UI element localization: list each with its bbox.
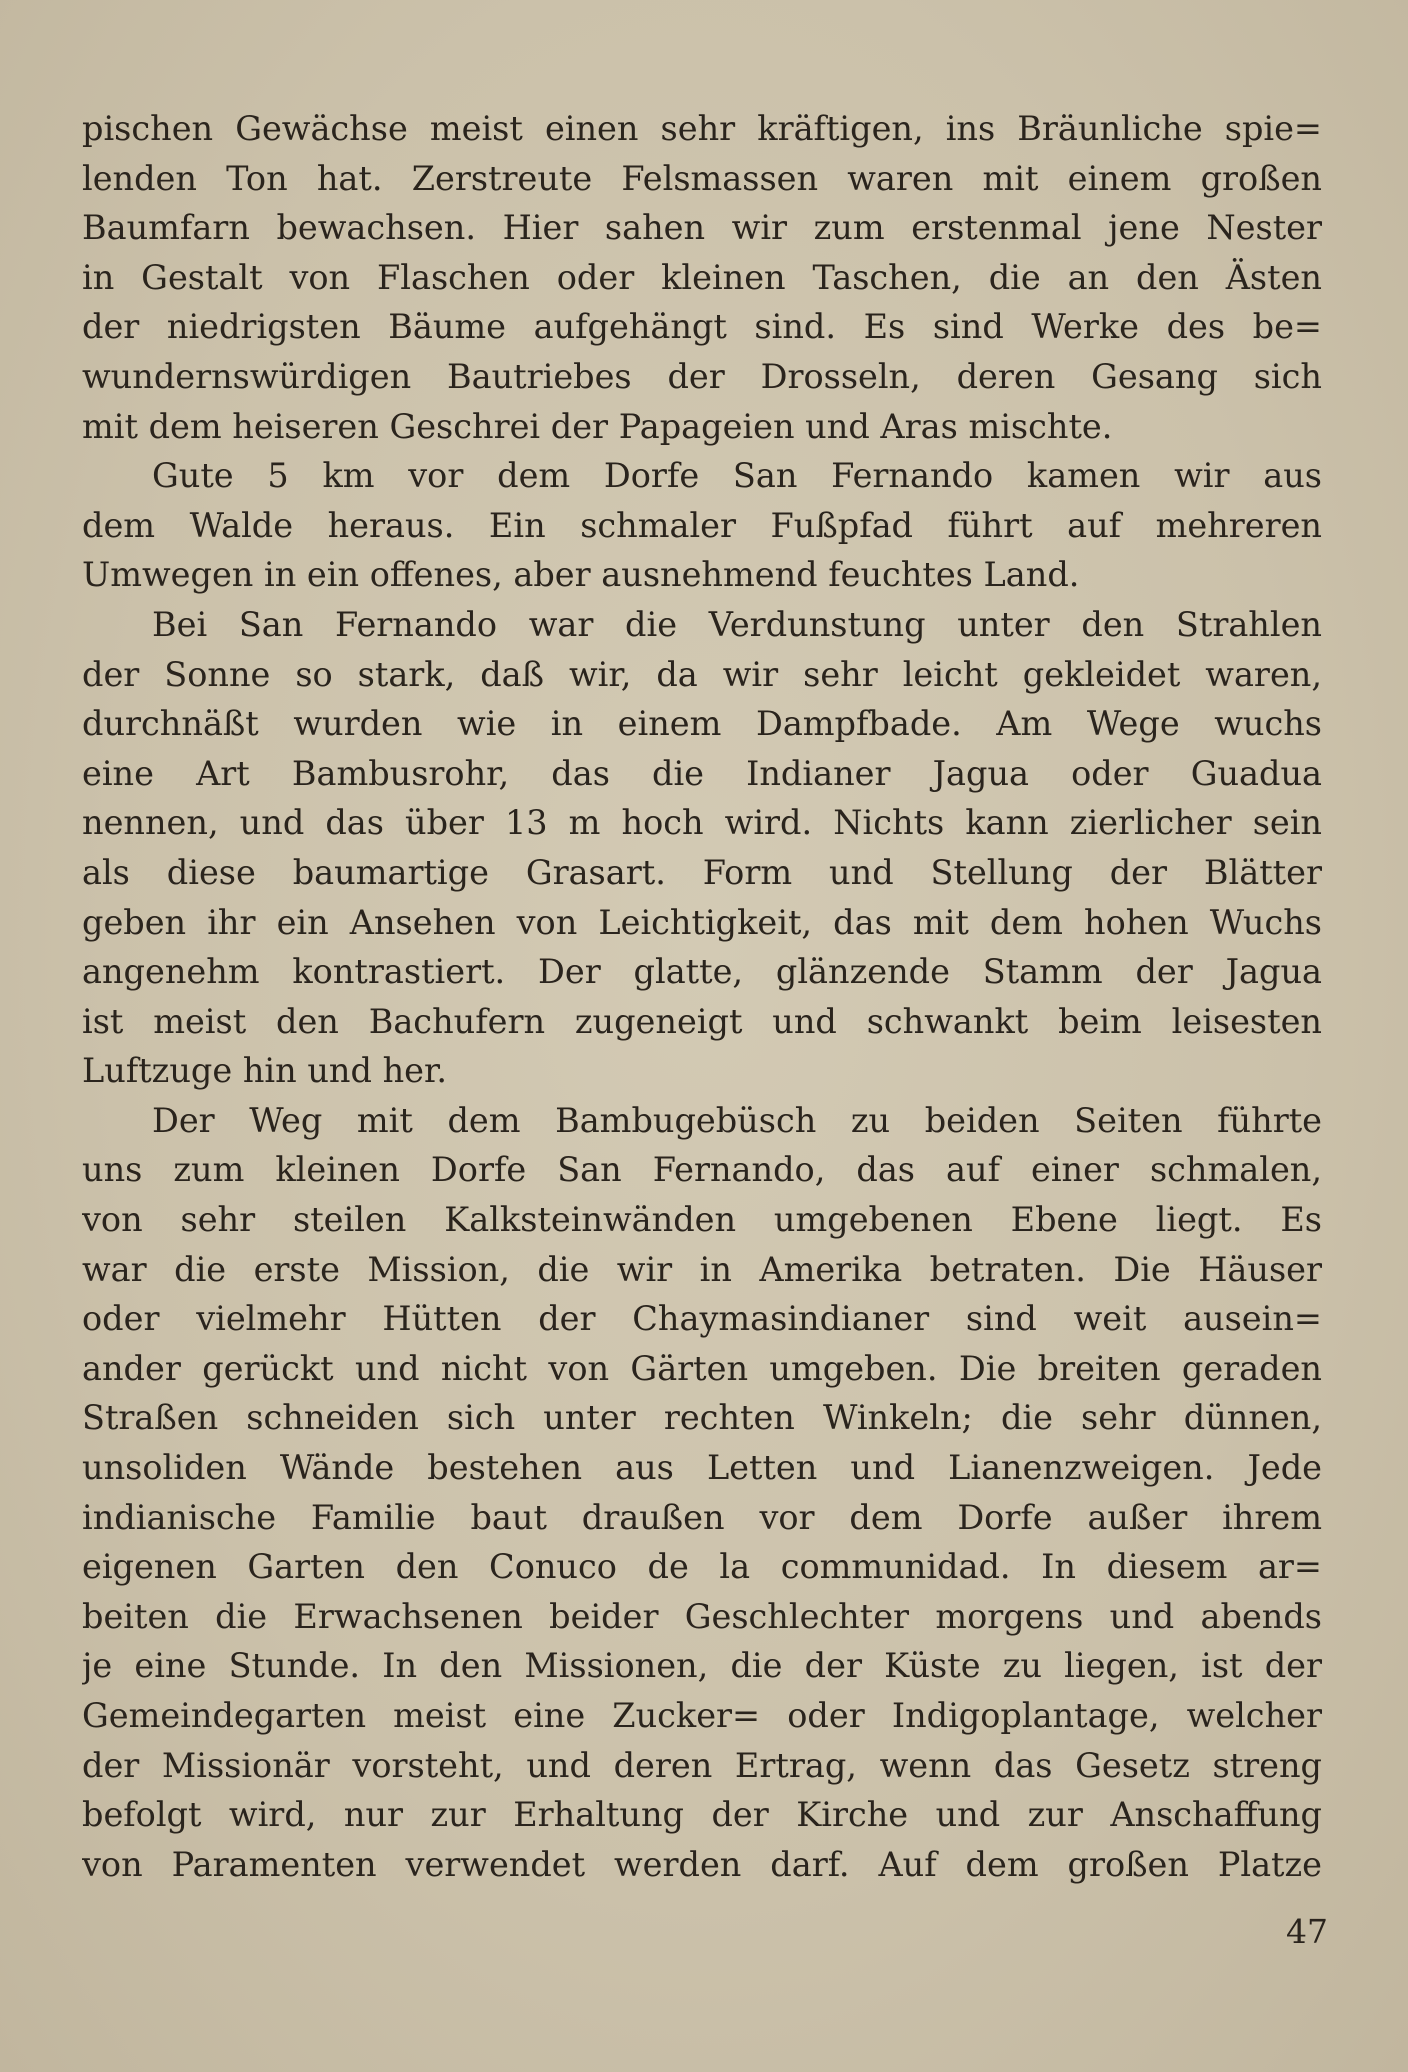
text-line: Der Weg mit dem Bambugebüsch zu beiden Seiten führte [152,1100,1322,1140]
text-line: unsoliden Wände bestehen aus Letten und Lianenzweigen. Jede [82,1448,1322,1488]
text-line: von sehr steilen Kalksteinwänden umgebenen Ebene liegt. Es [82,1200,1322,1240]
text-line: angenehm kontrastiert. Der glatte, glänzende Stamm der Jagua [82,952,1322,992]
text-line: Baumfarn bewachsen. Hier sahen wir zum erstenmal jene Nester [82,208,1322,248]
text-line: war die erste Mission, die wir in Amerika betraten. Die Häuser [82,1249,1322,1289]
text-line: wundernswürdigen Bautriebes der Drosseln, deren Gesang sich [82,356,1322,396]
text-line: in Gestalt von Flaschen oder kleinen Taschen, die an den Ästen [82,257,1322,297]
text-line: je eine Stunde. In den Missionen, die der Küste zu liegen, ist der [82,1646,1322,1686]
text-line: lenden Ton hat. Zerstreute Felsmassen waren mit einem großen [82,158,1322,198]
text-line: Luftzuge hin und her. [82,1051,447,1091]
text-line: eine Art Bambusrohr, das die Indianer Jagua oder Guadua [82,753,1322,793]
text-line: Straßen schneiden sich unter rechten Winkeln; die sehr dünnen, [82,1398,1322,1438]
text-line: geben ihr ein Ansehen von Leichtigkeit, das mit dem hohen Wuchs [82,902,1322,942]
text-line: ist meist den Bachufern zugeneigt und schwankt beim leisesten [82,1001,1322,1041]
text-line: von Paramenten verwendet werden darf. Auf dem großen Platze [82,1844,1322,1884]
text-line: nennen, und das über 13 m hoch wird. Nichts kann zierlicher sein [82,803,1322,843]
text-line: dem Walde heraus. Ein schmaler Fußpfad führt auf mehreren [82,505,1322,545]
text-line: beiten die Erwachsenen beider Geschlechter morgens und abends [82,1596,1322,1636]
text-line: durchnäßt wurden wie in einem Dampfbade. Am Wege wuchs [82,704,1322,744]
text-line: eigenen Garten den Conuco de la communidad. In diesem ar= [82,1547,1322,1587]
text-line: der Missionär vorsteht, und deren Ertrag, wenn das Gesetz streng [82,1745,1322,1785]
text-line: indianische Familie baut draußen vor dem Dorfe außer ihrem [82,1497,1322,1537]
text-line: mit dem heiseren Geschrei der Papageien und Aras mischte. [82,406,1113,446]
text-line: als diese baumartige Grasart. Form und Stellung der Blätter [82,852,1322,892]
body-text [82,104,1322,1889]
text-line: befolgt wird, nur zur Erhaltung der Kirche und zur Anschaffung [82,1795,1322,1835]
text-line: Gute 5 km vor dem Dorfe San Fernando kamen wir aus [152,456,1322,496]
text-line: der Sonne so stark, daß wir, da wir sehr leicht gekleidet waren, [82,654,1322,694]
text-line: der niedrigsten Bäume aufgehängt sind. Es sind Werke des be= [82,307,1322,347]
page-number: 47 [1286,1912,1328,1951]
text-line: ander gerückt und nicht von Gärten umgeben. Die breiten geraden [82,1348,1322,1388]
text-line: Bei San Fernando war die Verdunstung unter den Strahlen [152,604,1322,644]
text-line: pischen Gewächse meist einen sehr kräftigen, ins Bräunliche spie= [82,109,1322,148]
text-line: oder vielmehr Hütten der Chaymasindianer sind weit ausein= [82,1299,1322,1339]
text-line: Umwegen in ein offenes, aber ausnehmend feuchtes Land. [82,555,1080,595]
text-line: Gemeindegarten meist eine Zucker= oder Indigoplantage, welcher [82,1696,1322,1735]
text-line: uns zum kleinen Dorfe San Fernando, das auf einer schmalen, [82,1150,1322,1190]
